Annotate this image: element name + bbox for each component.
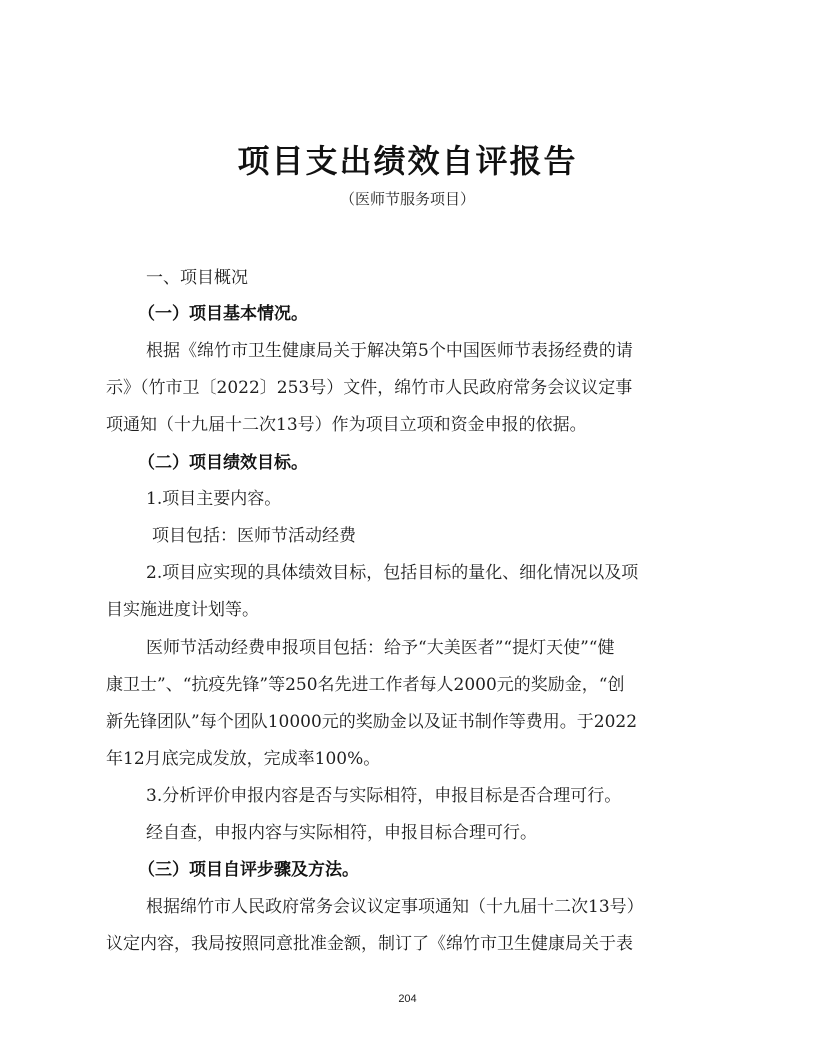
paragraph-line: 经自查，申报内容与实际相符，申报目标合理可行。: [146, 823, 537, 843]
paragraph-line: 1.项目主要内容。: [146, 489, 282, 509]
paragraph-line: 医师节活动经费申报项目包括：给予“大美医者”“提灯天使”“健: [146, 638, 615, 658]
paragraph-line: 年12月底完成发放，完成率100%。: [106, 749, 381, 769]
subsection-heading-self-evaluation: （三）项目自评步骤及方法。: [138, 860, 359, 880]
paragraph-line: 根据绵竹市人民政府常务会议议定事项通知（十九届十二次13号）: [146, 897, 644, 917]
subsection-heading-performance-goals: （二）项目绩效目标。: [138, 453, 308, 473]
report-title: 项目支出绩效自评报告: [237, 142, 578, 180]
paragraph-line: 新先锋团队”每个团队10000元的奖励金以及证书制作等费用。于2022: [106, 712, 638, 732]
paragraph-line: 3.分析评价申报内容是否与实际相符，申报目标是否合理可行。: [146, 786, 622, 806]
report-subtitle: （医师节服务项目）: [339, 190, 475, 208]
subsection-heading-basic-info: （一）项目基本情况。: [138, 304, 308, 324]
paragraph-line: 项通知（十九届十二次13号）作为项目立项和资金申报的依据。: [106, 415, 587, 435]
paragraph-line: 根据《绵竹市卫生健康局关于解决第5个中国医师节表扬经费的请: [146, 341, 633, 361]
paragraph-line: 2.项目应实现的具体绩效目标，包括目标的量化、细化情况以及项: [146, 563, 639, 583]
paragraph-line: 示》（竹市卫〔2022〕253号）文件，绵竹市人民政府常务会议议定事: [106, 378, 633, 398]
paragraph-line: 议定内容，我局按照同意批准金额，制订了《绵竹市卫生健康局关于表: [106, 934, 633, 954]
paragraph-line: 康卫士”、“抗疫先锋”等250名先进工作者每人2000元的奖励金，“创: [106, 675, 625, 695]
paragraph-line: 目实施进度计划等。: [106, 600, 259, 620]
paragraph-line: 项目包括：医师节活动经费: [152, 526, 356, 546]
section-heading-overview: 一、项目概况: [146, 268, 248, 288]
page-number: 204: [398, 993, 417, 1005]
